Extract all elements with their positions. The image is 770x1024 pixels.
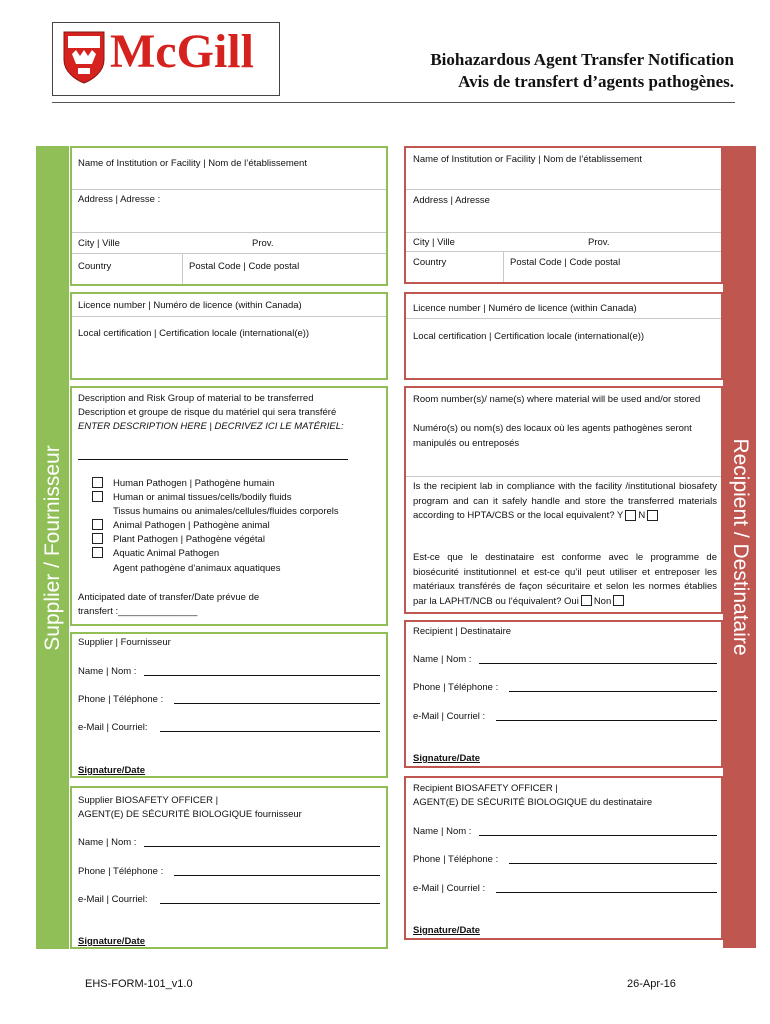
compliance-no-checkbox[interactable] [647, 510, 658, 521]
supplier-phone-label: Phone | Téléphone : [78, 694, 164, 705]
supplier-licence-label[interactable]: Licence number | Numéro de licence (within Canada) [78, 300, 302, 311]
supplier-bso-title: Supplier BIOSAFETY OFFICER | [78, 795, 219, 806]
recipient-bso-email-input[interactable] [496, 892, 717, 893]
supplier-bso-phone-label: Phone | Téléphone : [78, 866, 164, 877]
recipient-name-label: Name | Nom : [413, 654, 472, 665]
description-instruction: ENTER DESCRIPTION HERE | DECRIVEZ ICI LE MATÉRIEL: [78, 421, 344, 432]
recipient-address-label[interactable]: Address | Adresse [413, 195, 490, 206]
recipient-licence-label[interactable]: Licence number | Numéro de licence (within Canada) [413, 303, 637, 314]
supplier-signature-label[interactable]: Signature/Date [78, 765, 146, 776]
recipient-bso-name-label: Name | Nom : [413, 826, 472, 837]
supplier-bso-email-label: e-Mail | Courriel: [78, 894, 148, 905]
recipient-bso-phone-label: Phone | Téléphone : [413, 854, 499, 865]
category-label: Plant Pathogen | Pathogène végétal [113, 534, 265, 545]
divider [406, 189, 721, 190]
recipient-bso-signature-label[interactable]: Signature/Date [413, 925, 481, 936]
category-label: Agent pathogène d’animaux aquatiques [113, 563, 281, 574]
form-date: 26-Apr-16 [627, 978, 676, 990]
human-pathogen-checkbox[interactable] [92, 477, 103, 488]
mcgill-crest-icon [62, 30, 106, 84]
supplier-postal-label[interactable]: Postal Code | Code postal [189, 261, 300, 272]
category-label: Tissus humains ou animales/cellules/fluides corporels [113, 506, 339, 517]
plant-pathogen-checkbox[interactable] [92, 533, 103, 544]
divider [72, 232, 386, 233]
transfer-date-field[interactable]: transfert :_______________ [78, 606, 198, 617]
compliance-question-fr: Est-ce que le destinataire est conforme avec le programme de biosécurité institutionnel et est-ce qu’il peut utiliser et entreposer les matériaux transférés de façon sécuritaire et selon les normes établies par la LAPHT/NCB ou l’équivalent? Oui Non [413, 552, 717, 607]
compliance-non-checkbox[interactable] [613, 595, 624, 606]
category-label: Animal Pathogen | Pathogène animal [113, 520, 270, 531]
recipient-institution-label[interactable]: Name of Institution or Facility | Nom de l’établissement [413, 154, 642, 165]
recipient-bso-name-input[interactable] [479, 835, 717, 836]
supplier-name-input[interactable] [144, 675, 380, 676]
supplier-address-label[interactable]: Address | Adresse : [78, 194, 161, 205]
category-label: Human Pathogen | Pathogène humain [113, 478, 275, 489]
supplier-local-cert-label[interactable]: Local certification | Certification locale (international(e)) [78, 328, 310, 339]
divider [72, 253, 386, 254]
supplier-contact-title: Supplier | Fournisseur [78, 637, 171, 648]
room-label[interactable]: Room number(s)/ name(s) where material will be used and/or stored [413, 394, 701, 405]
supplier-bso-email-input[interactable] [160, 903, 380, 904]
divider [406, 476, 721, 477]
page-title: Biohazardous Agent Transfer Notification [430, 50, 734, 69]
divider [406, 232, 721, 233]
recipient-phone-label: Phone | Téléphone : [413, 682, 499, 693]
divider [72, 316, 386, 317]
recipient-country-label[interactable]: Country [413, 257, 447, 268]
supplier-email-label: e-Mail | Courriel: [78, 722, 148, 733]
recipient-city-label[interactable]: City | Ville [413, 237, 455, 248]
divider [72, 189, 386, 190]
recipient-bso-title-fr: AGENT(E) DE SÉCURITÉ BIOLOGIQUE du destinataire [413, 797, 653, 808]
recipient-contact-title: Recipient | Destinataire [413, 626, 512, 637]
compliance-oui-checkbox[interactable] [581, 595, 592, 606]
description-heading: Description and Risk Group of material to be transferred [78, 393, 314, 404]
description-heading-fr: Description et groupe de risque du matériel qui sera transféré [78, 407, 337, 418]
recipient-email-label: e-Mail | Courriel : [413, 711, 486, 722]
supplier-name-label: Name | Nom : [78, 666, 137, 677]
category-label: Human or animal tissues/cells/bodily fluids [113, 492, 292, 503]
recipient-name-input[interactable] [479, 663, 717, 664]
recipient-phone-input[interactable] [509, 691, 717, 692]
transfer-date-label: Anticipated date of transfer/Date prévue de [78, 592, 260, 603]
recipient-email-input[interactable] [496, 720, 717, 721]
page-title-fr: Avis de transfert d’agents pathogènes. [458, 72, 734, 91]
supplier-bso-signature-label[interactable]: Signature/Date [78, 936, 146, 947]
logo-text: McGill [110, 25, 254, 78]
supplier-bso-name-label: Name | Nom : [78, 837, 137, 848]
supplier-institution-label[interactable]: Name of Institution or Facility | Nom de l’établissement [78, 158, 307, 169]
divider [503, 251, 504, 282]
recipient-bso-phone-input[interactable] [509, 863, 717, 864]
divider [182, 253, 183, 284]
supplier-phone-input[interactable] [174, 703, 380, 704]
recipient-sidebar-label: Recipient / Destinataire [728, 438, 752, 656]
supplier-email-input[interactable] [160, 731, 380, 732]
recipient-contact-box [404, 620, 723, 768]
recipient-bso-email-label: e-Mail | Courriel : [413, 883, 486, 894]
supplier-prov-label[interactable]: Prov. [252, 238, 274, 249]
divider [406, 251, 721, 252]
recipient-signature-label[interactable]: Signature/Date [413, 753, 481, 764]
supplier-country-label[interactable]: Country [78, 261, 112, 272]
supplier-bso-phone-input[interactable] [174, 875, 380, 876]
supplier-sidebar-label: Supplier / Fournisseur [40, 444, 64, 651]
compliance-yes-checkbox[interactable] [625, 510, 636, 521]
room-label-fr: Numéro(s) ou nom(s) des locaux où les agents pathogènes seront manipulés ou entreposés [413, 423, 692, 449]
divider [406, 318, 721, 319]
recipient-bso-title: Recipient BIOSAFETY OFFICER | [413, 783, 558, 794]
form-id: EHS-FORM-101_v1.0 [85, 978, 193, 990]
supplier-bso-name-input[interactable] [144, 846, 380, 847]
header-divider [52, 102, 735, 103]
supplier-bso-title-fr: AGENT(E) DE SÉCURITÉ BIOLOGIQUE fournisseur [78, 809, 302, 820]
compliance-question: Is the recipient lab in compliance with the facility /institutional biosafety program and can it safely handle and store the transferred materials according to HPTA/CBS or the local equivalent? Y N [413, 481, 717, 521]
recipient-local-cert-label[interactable]: Local certification | Certification locale (international(e)) [413, 331, 645, 342]
animal-pathogen-checkbox[interactable] [92, 519, 103, 530]
supplier-city-label[interactable]: City | Ville [78, 238, 120, 249]
recipient-postal-label[interactable]: Postal Code | Code postal [510, 257, 621, 268]
aquatic-pathogen-checkbox[interactable] [92, 547, 103, 558]
description-input-line[interactable] [78, 459, 348, 460]
tissues-checkbox[interactable] [92, 491, 103, 502]
recipient-prov-label[interactable]: Prov. [588, 237, 610, 248]
category-label: Aquatic Animal Pathogen [113, 548, 220, 559]
